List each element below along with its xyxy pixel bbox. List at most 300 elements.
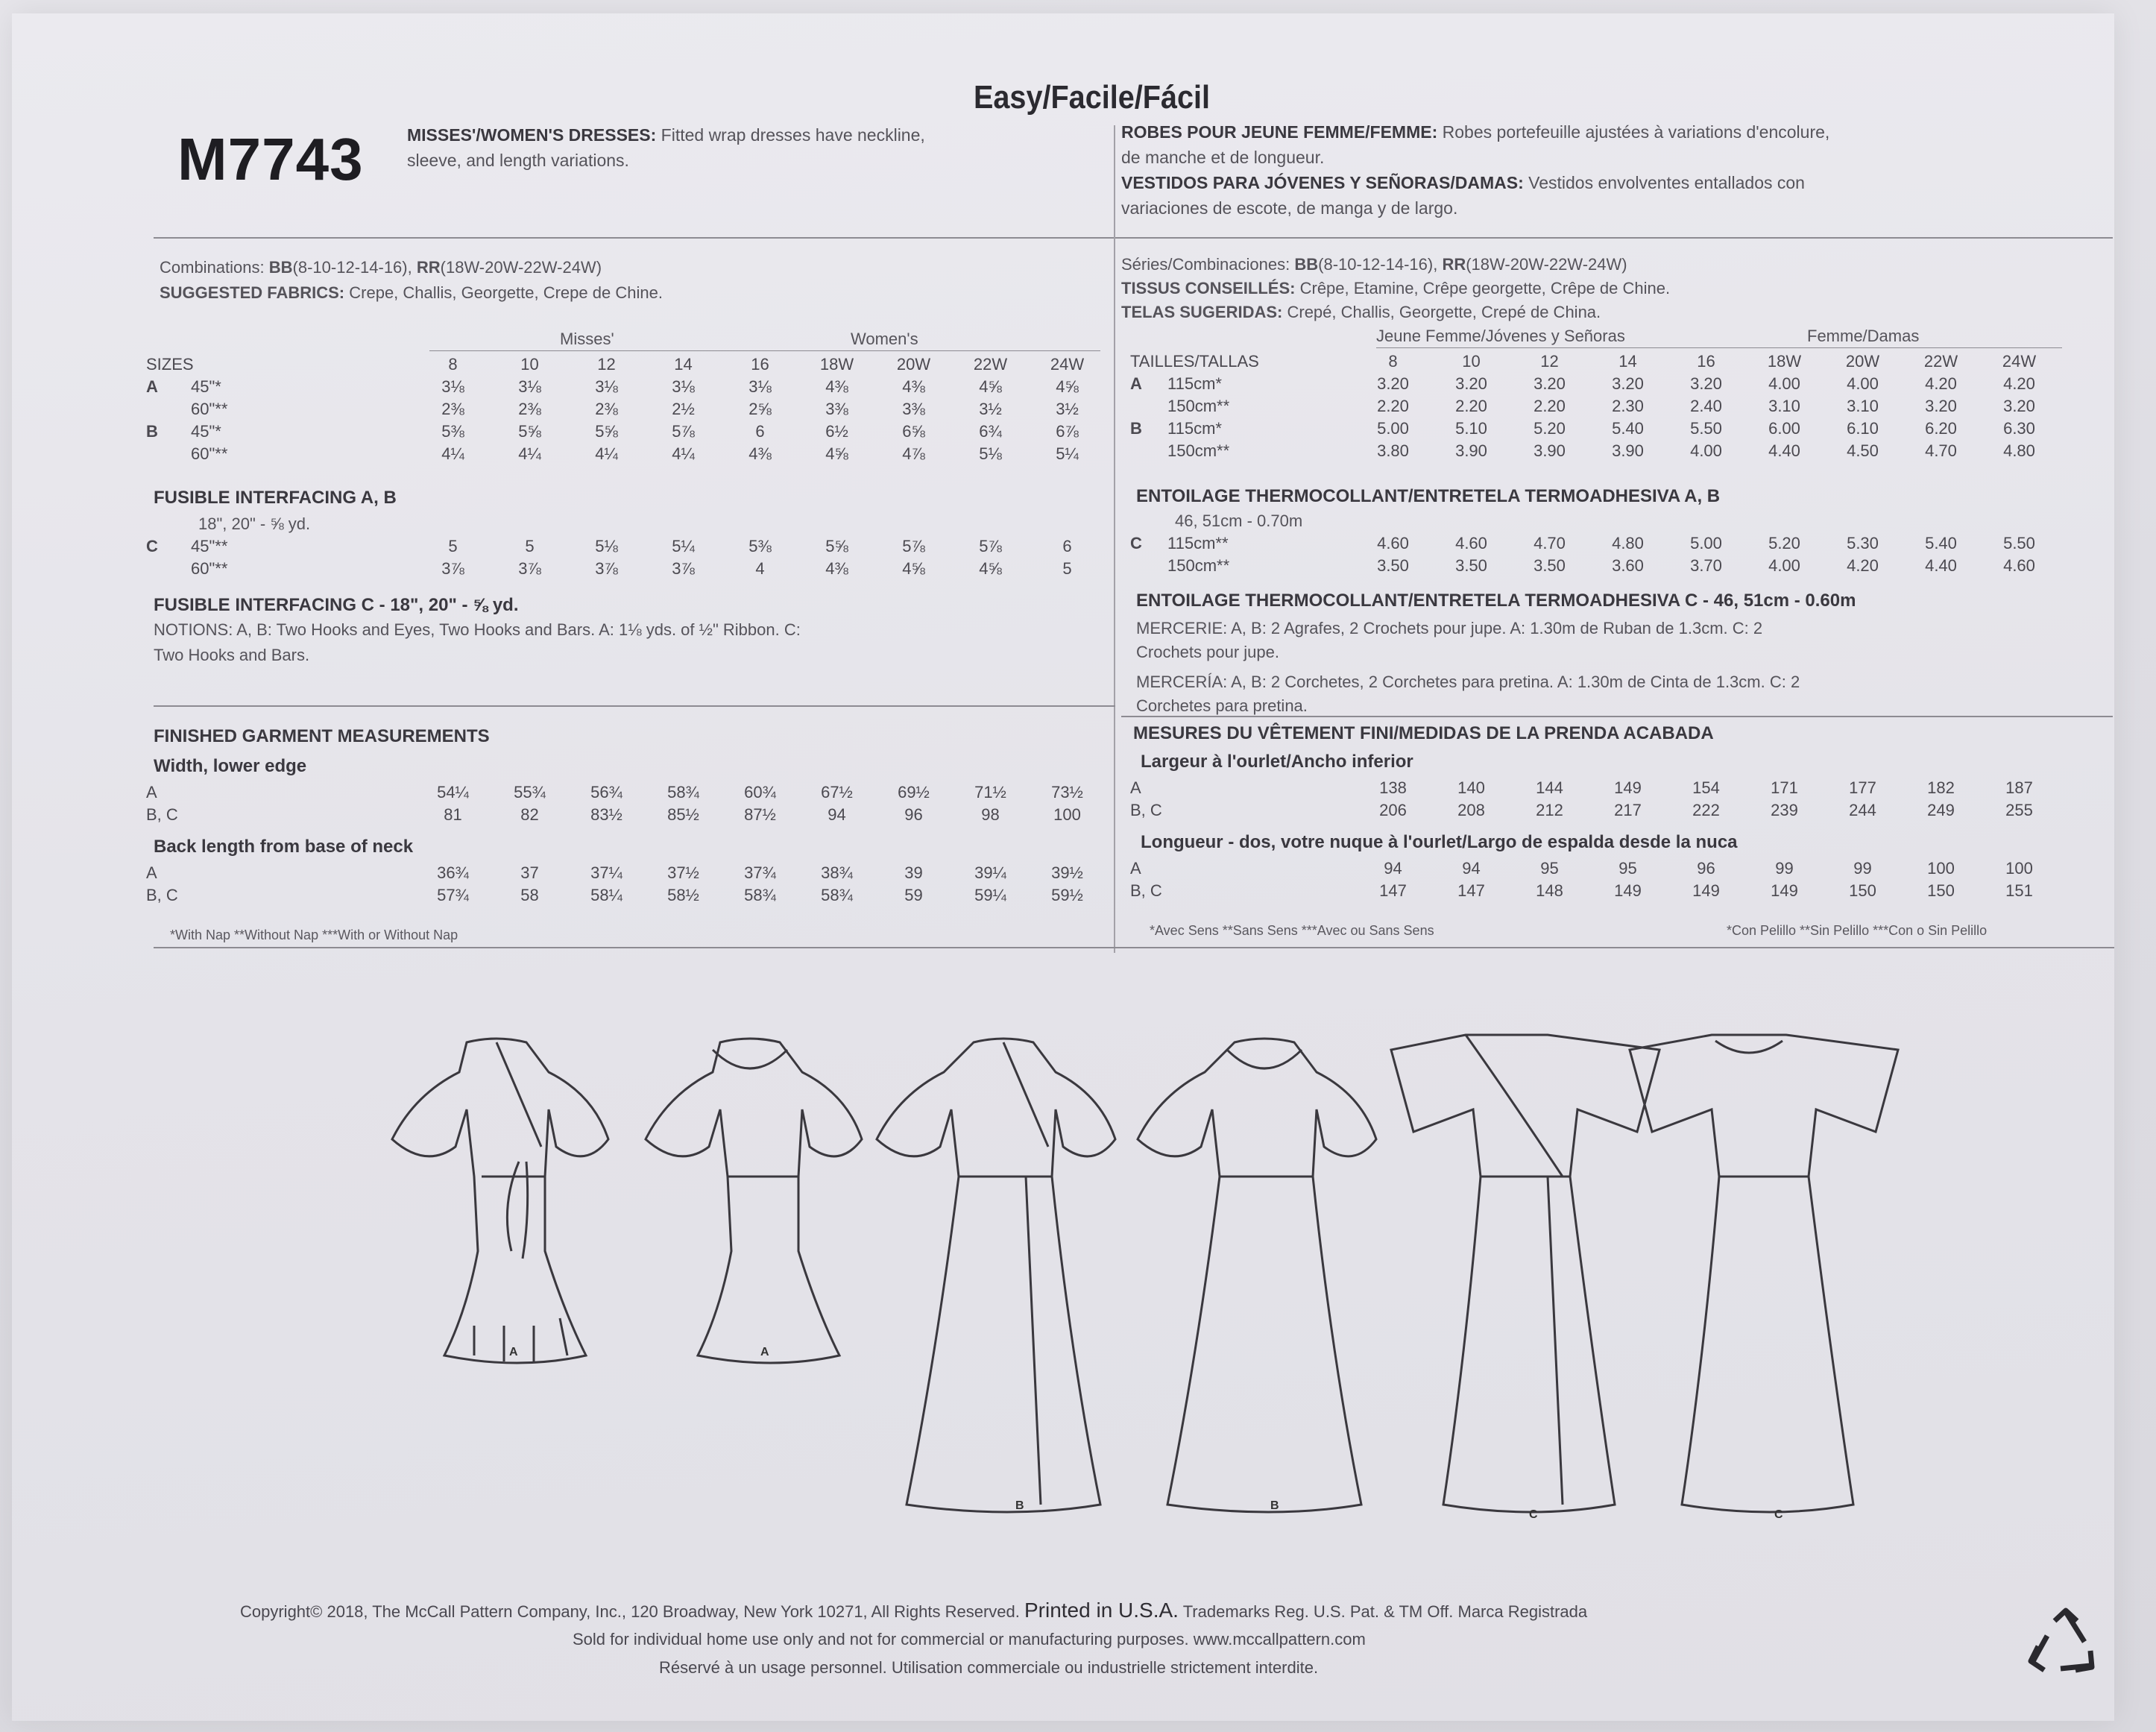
value-cell: 6.30 <box>2003 419 2035 438</box>
size-header-cell: 16 <box>1697 352 1715 371</box>
size-header-cell: 22W <box>973 355 1008 374</box>
technical-drawings <box>370 1027 1920 1534</box>
english-description <box>407 122 925 173</box>
value-cell: 144 <box>1536 778 1563 797</box>
view-label: C <box>1774 1508 1783 1521</box>
footnote: *With Nap **Without Nap ***With or Without Nap <box>170 928 458 942</box>
value-cell: 217 <box>1614 801 1642 819</box>
size-header-cell: 12 <box>1540 352 1559 371</box>
table-row <box>1130 373 2058 395</box>
interfacing-ab-title: FUSIBLE INTERFACING A, B <box>154 488 397 508</box>
value-cell: 3.20 <box>2003 397 2035 415</box>
value-cell: 2½ <box>672 400 695 418</box>
value-cell: 2.20 <box>1534 397 1566 415</box>
notions-line: NOTIONS: A, B: Two Hooks and Eyes, Two Hooks and Bars. A: 1⅛ yds. of ½" Ribbon. C: <box>154 620 801 639</box>
view-cell: B <box>146 422 158 441</box>
group-jeune: Jeune Femme/Jóvenes y Señoras <box>1376 327 1625 345</box>
value-cell: 4⅝ <box>979 377 1002 396</box>
group-womens: Women's <box>851 330 918 348</box>
value-cell: 6.10 <box>1847 419 1879 438</box>
es-title: VESTIDOS PARA JÓVENES Y SEÑORAS/DAMAS: <box>1121 173 1524 192</box>
value-cell: 222 <box>1692 801 1720 819</box>
value-cell: 150 <box>1927 881 1955 900</box>
table-row <box>1130 418 2058 440</box>
view-cell <box>146 558 191 580</box>
sizes-label: TAILLES/TALLAS <box>1130 352 1259 371</box>
view-cell <box>1130 440 1167 462</box>
value-cell: 3⅛ <box>595 377 618 396</box>
tissus-label: TISSUS CONSEILLÉS: <box>1121 279 1296 297</box>
value-cell: 148 <box>1536 881 1563 900</box>
es-description: variaciones de escote, de manga y de largo. <box>1121 198 1458 218</box>
view-label: C <box>1529 1508 1538 1521</box>
fabric-width-cell: 45"** <box>191 537 228 555</box>
value-cell: 100 <box>1927 859 1955 878</box>
value-cell: 149 <box>1614 778 1642 797</box>
value-cell: 149 <box>1692 881 1720 900</box>
value-cell: 3.90 <box>1534 441 1566 460</box>
value-cell: 208 <box>1457 801 1485 819</box>
value-cell: 244 <box>1849 801 1876 819</box>
combination-code: RR <box>1442 255 1466 274</box>
drawing-view-c-back <box>1630 1035 1898 1512</box>
telas-label: TELAS SUGERIDAS: <box>1121 303 1283 321</box>
table-row <box>146 443 1106 465</box>
value-cell: 6⅝ <box>902 422 925 441</box>
tissus-line <box>1121 279 1670 298</box>
value-cell: 6¾ <box>979 422 1002 441</box>
value-cell: 3.20 <box>1455 374 1487 393</box>
value-cell: 58¾ <box>821 886 853 904</box>
value-cell: 4.20 <box>2003 374 2035 393</box>
divider <box>154 705 1115 707</box>
divider <box>1121 237 2113 239</box>
value-cell: 154 <box>1692 778 1720 797</box>
view-cell: A <box>1130 778 1141 797</box>
size-header-cell: 18W <box>819 355 854 374</box>
notions-line: Two Hooks and Bars. <box>154 646 310 664</box>
table-row <box>1130 857 2058 880</box>
table-row <box>146 781 1106 804</box>
value-cell: 82 <box>520 805 539 824</box>
table-row <box>146 804 1106 826</box>
view-cell: B, C <box>146 805 178 824</box>
value-cell: 95 <box>1540 859 1559 878</box>
copyright-text: Copyright© 2018, The McCall Pattern Company, Inc., 120 Broadway, New York 10271, All Rights Reserved. <box>240 1602 1020 1621</box>
fabric-width-cell: 150cm** <box>1167 397 1230 415</box>
description-text: sleeve, and length variations. <box>407 151 629 170</box>
value-cell: 94 <box>828 805 846 824</box>
value-cell: 182 <box>1927 778 1955 797</box>
view-cell: C <box>146 537 158 555</box>
value-cell: 5⅛ <box>595 537 618 555</box>
value-cell: 4¼ <box>441 444 464 463</box>
value-cell: 85½ <box>667 805 699 824</box>
value-cell: 3.50 <box>1534 556 1566 575</box>
value-cell: 58¾ <box>744 886 776 904</box>
value-cell: 94 <box>1384 859 1402 878</box>
reserve-line: Réservé à un usage personnel. Utilisation commerciale ou industrielle strictement interdite. <box>659 1658 1319 1677</box>
size-header-cell: 24W <box>2002 352 2037 371</box>
size-header-row <box>1130 350 2058 373</box>
fabric-width-cell: 150cm** <box>1167 556 1230 575</box>
merceria-text: Corchetes para pretina. <box>1136 696 1308 715</box>
size-header-cell: 24W <box>1050 355 1085 374</box>
value-cell: 4.00 <box>1690 441 1722 460</box>
entoilage-c-line: ENTOILAGE THERMOCOLLANT/ENTRETELA TERMOADHESIVA C - 46, 51cm - 0.60m <box>1136 591 1856 611</box>
value-cell: 60¾ <box>744 783 776 802</box>
fr-description: de manche et de longueur. <box>1121 148 1325 167</box>
footnote-fr: *Avec Sens **Sans Sens ***Avec ou Sans Sens <box>1150 923 1434 938</box>
mesures-title: MESURES DU VÊTEMENT FINI/MEDIDAS DE LA PRENDA ACABADA <box>1133 723 1714 743</box>
drawing-view-c-front <box>1391 1035 1659 1512</box>
interfacing-ab-amount: 18", 20" - ⅝ yd. <box>198 514 311 533</box>
value-cell: 5 <box>1062 559 1072 578</box>
value-cell: 4.60 <box>2003 556 2035 575</box>
combination-sizes: (18W-20W-22W-24W) <box>440 258 602 277</box>
divider <box>1376 347 2062 348</box>
footnote-es: *Con Pelillo **Sin Pelillo ***Con o Sin Pelillo <box>1727 923 1988 938</box>
telas-line <box>1121 303 1601 322</box>
view-label: B <box>1270 1499 1279 1512</box>
value-cell: 4.00 <box>1847 374 1879 393</box>
value-cell: 3.10 <box>1847 397 1879 415</box>
value-cell: 39½ <box>1051 863 1083 882</box>
value-cell: 3.80 <box>1377 441 1409 460</box>
mercerie-line <box>1136 619 1762 638</box>
value-cell: 5⅞ <box>979 537 1002 555</box>
size-header-cell: 16 <box>751 355 769 374</box>
value-cell: 4.70 <box>1534 534 1566 552</box>
value-cell: 5.40 <box>1612 419 1644 438</box>
view-cell <box>1130 555 1167 577</box>
table-row <box>146 535 1106 558</box>
value-cell: 4.80 <box>1612 534 1644 552</box>
combination-code: RR <box>416 258 441 277</box>
value-cell: 3⅛ <box>748 377 772 396</box>
size-header-cell: 20W <box>1845 352 1880 371</box>
value-cell: 4.60 <box>1377 534 1409 552</box>
es-description: Vestidos envolventes entallados con <box>1528 173 1805 192</box>
value-cell: 96 <box>904 805 923 824</box>
value-cell: 83½ <box>590 805 622 824</box>
value-cell: 2⅝ <box>748 400 772 418</box>
value-cell: 4.50 <box>1847 441 1879 460</box>
metric-back-table <box>1130 857 2058 902</box>
value-cell: 99 <box>1775 859 1794 878</box>
table-row <box>146 376 1106 398</box>
value-cell: 151 <box>2005 881 2033 900</box>
value-cell: 5⅜ <box>748 537 772 555</box>
english-interfacing-c-table <box>146 535 1106 580</box>
combination-sizes: (18W-20W-22W-24W) <box>1466 255 1627 274</box>
value-cell: 3.60 <box>1612 556 1644 575</box>
value-cell: 3½ <box>979 400 1002 418</box>
description-title: MISSES'/WOMEN'S DRESSES: <box>407 125 657 145</box>
value-cell: 6.20 <box>1925 419 1957 438</box>
english-back-table <box>146 862 1106 907</box>
view-cell: A <box>146 377 158 396</box>
table-row <box>1130 880 2058 902</box>
value-cell: 5⅜ <box>441 422 464 441</box>
value-cell: 39 <box>904 863 923 882</box>
view-label: A <box>509 1346 518 1358</box>
merceria-line <box>1136 696 1308 716</box>
value-cell: 5.40 <box>1925 534 1957 552</box>
fabrics-label: SUGGESTED FABRICS: <box>160 283 345 302</box>
view-cell <box>146 398 191 421</box>
value-cell: 4¼ <box>518 444 541 463</box>
value-cell: 4.70 <box>1925 441 1957 460</box>
fabric-width-cell: 115cm* <box>1167 419 1222 438</box>
value-cell: 98 <box>981 805 1000 824</box>
value-cell: 5.10 <box>1455 419 1487 438</box>
value-cell: 3.50 <box>1455 556 1487 575</box>
view-cell: A <box>1130 374 1142 393</box>
table-row <box>146 862 1106 884</box>
fr-title: ROBES POUR JEUNE FEMME/FEMME: <box>1121 122 1438 142</box>
fabric-width-cell: 115cm* <box>1167 374 1222 393</box>
value-cell: 6 <box>755 422 765 441</box>
table-row <box>1130 440 2058 462</box>
value-cell: 4.80 <box>2003 441 2035 460</box>
divider <box>154 947 2114 948</box>
divider <box>154 237 1130 239</box>
value-cell: 255 <box>2005 801 2033 819</box>
value-cell: 177 <box>1849 778 1876 797</box>
value-cell: 38¾ <box>821 863 853 882</box>
combination-sizes: (8-10-12-14-16), <box>1318 255 1438 274</box>
value-cell: 4.20 <box>1847 556 1879 575</box>
drawing-view-b-back <box>1138 1039 1376 1512</box>
view-cell <box>146 443 191 465</box>
fabric-width-cell: 60"** <box>191 444 228 463</box>
value-cell: 69½ <box>898 783 930 802</box>
description-text: Fitted wrap dresses have neckline, <box>661 125 925 145</box>
value-cell: 37¼ <box>590 863 622 882</box>
value-cell: 58¼ <box>590 886 622 904</box>
view-label: B <box>1015 1499 1024 1512</box>
value-cell: 4.40 <box>1768 441 1800 460</box>
value-cell: 5 <box>448 537 458 555</box>
value-cell: 4¼ <box>595 444 618 463</box>
value-cell: 55¾ <box>514 783 546 802</box>
value-cell: 2⅜ <box>518 400 541 418</box>
value-cell: 3.20 <box>1925 397 1957 415</box>
value-cell: 5¼ <box>1056 444 1079 463</box>
value-cell: 3.20 <box>1690 374 1722 393</box>
drawing-view-a-front <box>392 1039 608 1363</box>
value-cell: 5⅝ <box>825 537 848 555</box>
back-length-title: Back length from base of neck <box>154 837 414 857</box>
value-cell: 3.20 <box>1377 374 1409 393</box>
value-cell: 4⅞ <box>902 444 925 463</box>
value-cell: 249 <box>1927 801 1955 819</box>
value-cell: 37½ <box>667 863 699 882</box>
size-header-cell: 22W <box>1923 352 1958 371</box>
table-row <box>146 421 1106 443</box>
table-row <box>1130 777 2058 799</box>
value-cell: 5.50 <box>1690 419 1722 438</box>
value-cell: 37 <box>520 863 539 882</box>
metric-interfacing-c-table <box>1130 532 2058 577</box>
value-cell: 2.20 <box>1455 397 1487 415</box>
value-cell: 5.50 <box>2003 534 2035 552</box>
value-cell: 171 <box>1771 778 1798 797</box>
combination-code: BB <box>1294 255 1319 274</box>
value-cell: 58½ <box>667 886 699 904</box>
view-cell: A <box>146 863 157 882</box>
table-row <box>146 558 1106 580</box>
fabric-width-cell: 115cm** <box>1167 534 1229 552</box>
column-divider <box>1114 125 1115 953</box>
value-cell: 5.00 <box>1377 419 1409 438</box>
value-cell: 3.90 <box>1455 441 1487 460</box>
value-cell: 99 <box>1853 859 1872 878</box>
trademarks-text: Trademarks Reg. U.S. Pat. & TM Off. Marca Registrada <box>1182 1602 1588 1621</box>
fabric-width-cell: 60"** <box>191 559 228 578</box>
fabric-width-cell: 150cm** <box>1167 441 1230 460</box>
value-cell: 4¼ <box>672 444 695 463</box>
value-cell: 3⅞ <box>441 559 464 578</box>
combination-code: BB <box>268 258 293 277</box>
value-cell: 5.30 <box>1847 534 1879 552</box>
value-cell: 5¼ <box>672 537 695 555</box>
value-cell: 4.60 <box>1455 534 1487 552</box>
fabric-width-cell: 45"* <box>191 377 221 396</box>
combination-sizes: (8-10-12-14-16), <box>292 258 412 277</box>
group-femme: Femme/Damas <box>1807 327 1920 345</box>
value-cell: 36¾ <box>437 863 469 882</box>
fr-es-description <box>1121 119 1829 221</box>
value-cell: 3.10 <box>1768 397 1800 415</box>
interfacing-c-line: FUSIBLE INTERFACING C - 18", 20" - ⅝ yd. <box>154 595 519 615</box>
fabrics-list: Crepe, Challis, Georgette, Crepe de Chine. <box>349 283 663 302</box>
combinations-label: Séries/Combinaciones: <box>1121 255 1290 274</box>
value-cell: 3.20 <box>1612 374 1644 393</box>
mercerie-text: Crochets pour jupe. <box>1136 643 1279 661</box>
value-cell: 4⅝ <box>825 444 848 463</box>
value-cell: 71½ <box>974 783 1006 802</box>
value-cell: 2⅜ <box>441 400 464 418</box>
fr-description: Robes portefeuille ajustées à variations d'encolure, <box>1442 122 1830 142</box>
value-cell: 4⅜ <box>825 377 848 396</box>
recycle-icon <box>2025 1607 2107 1682</box>
value-cell: 3⅛ <box>441 377 464 396</box>
combinations-line <box>160 258 602 277</box>
value-cell: 3⅜ <box>825 400 848 418</box>
value-cell: 4⅜ <box>825 559 848 578</box>
value-cell: 3.20 <box>1534 374 1566 393</box>
width-title: Width, lower edge <box>154 756 307 776</box>
value-cell: 57¾ <box>437 886 469 904</box>
value-cell: 67½ <box>821 783 853 802</box>
value-cell: 3.90 <box>1612 441 1644 460</box>
entoilage-ab-amount: 46, 51cm - 0.70m <box>1175 511 1303 530</box>
size-header-cell: 14 <box>1618 352 1637 371</box>
value-cell: 73½ <box>1051 783 1083 802</box>
table-row <box>1130 555 2058 577</box>
fabrics-line <box>160 283 663 303</box>
value-cell: 4.00 <box>1768 556 1800 575</box>
value-cell: 2.20 <box>1377 397 1409 415</box>
value-cell: 2⅜ <box>595 400 618 418</box>
view-cell: C <box>1130 534 1142 552</box>
metric-yardage-table <box>1130 350 2058 462</box>
english-yardage-table <box>146 353 1106 465</box>
entoilage-ab-title: ENTOILAGE THERMOCOLLANT/ENTRETELA TERMOADHESIVA A, B <box>1136 486 1721 506</box>
value-cell: 6 <box>1062 537 1072 555</box>
value-cell: 2.30 <box>1612 397 1644 415</box>
value-cell: 4.40 <box>1925 556 1957 575</box>
value-cell: 3⅛ <box>518 377 541 396</box>
size-header-cell: 12 <box>597 355 616 374</box>
size-header-cell: 14 <box>674 355 693 374</box>
value-cell: 140 <box>1457 778 1485 797</box>
value-cell: 59¼ <box>974 886 1006 904</box>
value-cell: 58¾ <box>667 783 699 802</box>
combinations-label: Combinations: <box>160 258 265 277</box>
view-cell: A <box>1130 859 1141 878</box>
value-cell: 206 <box>1379 801 1407 819</box>
value-cell: 3⅞ <box>672 559 695 578</box>
mercerie-line <box>1136 643 1279 662</box>
fabric-width-cell: 60"** <box>191 400 228 418</box>
table-row <box>1130 395 2058 418</box>
value-cell: 239 <box>1771 801 1798 819</box>
value-cell: 5 <box>525 537 535 555</box>
value-cell: 3⅜ <box>902 400 925 418</box>
value-cell: 6⅞ <box>1056 422 1079 441</box>
value-cell: 3.50 <box>1377 556 1409 575</box>
table-row <box>146 884 1106 907</box>
value-cell: 96 <box>1697 859 1715 878</box>
value-cell: 95 <box>1618 859 1637 878</box>
value-cell: 147 <box>1379 881 1407 900</box>
printed-in: Printed in U.S.A. <box>1024 1599 1179 1622</box>
table-row <box>1130 799 2058 822</box>
fabric-width-cell: 45"* <box>191 422 221 441</box>
value-cell: 3⅛ <box>672 377 695 396</box>
view-cell: A <box>146 783 157 802</box>
divider <box>429 350 1100 351</box>
size-header-cell: 10 <box>1462 352 1481 371</box>
view-cell: B <box>1130 419 1142 438</box>
view-label: A <box>760 1346 769 1358</box>
size-header-cell: 8 <box>1388 352 1398 371</box>
value-cell: 37¾ <box>744 863 776 882</box>
value-cell: 6½ <box>825 422 848 441</box>
pattern-number: M7743 <box>177 126 364 192</box>
sold-line: Sold for individual home use only and not for commercial or manufacturing purposes. www.mccallpattern.com <box>573 1630 1366 1648</box>
value-cell: 94 <box>1462 859 1481 878</box>
finished-measurements-title: FINISHED GARMENT MEASUREMENTS <box>154 726 490 746</box>
merceria-text: MERCERÍA: A, B: 2 Corchetes, 2 Corchetes para pretina. A: 1.30m de Cinta de 1.3cm. C: 2 <box>1136 673 1800 691</box>
value-cell: 2.40 <box>1690 397 1722 415</box>
value-cell: 100 <box>1053 805 1081 824</box>
longueur-title: Longueur - dos, votre nuque à l'ourlet/Largo de espalda desde la nuca <box>1141 832 1738 852</box>
view-cell: B, C <box>1130 801 1162 819</box>
group-misses: Misses' <box>560 330 614 348</box>
value-cell: 100 <box>2005 859 2033 878</box>
drawing-view-a-back <box>646 1039 862 1363</box>
pattern-envelope-back <box>12 13 2114 1721</box>
value-cell: 59 <box>904 886 923 904</box>
value-cell: 149 <box>1614 881 1642 900</box>
value-cell: 5.20 <box>1768 534 1800 552</box>
divider <box>1121 716 2113 717</box>
view-cell: B, C <box>146 886 178 904</box>
